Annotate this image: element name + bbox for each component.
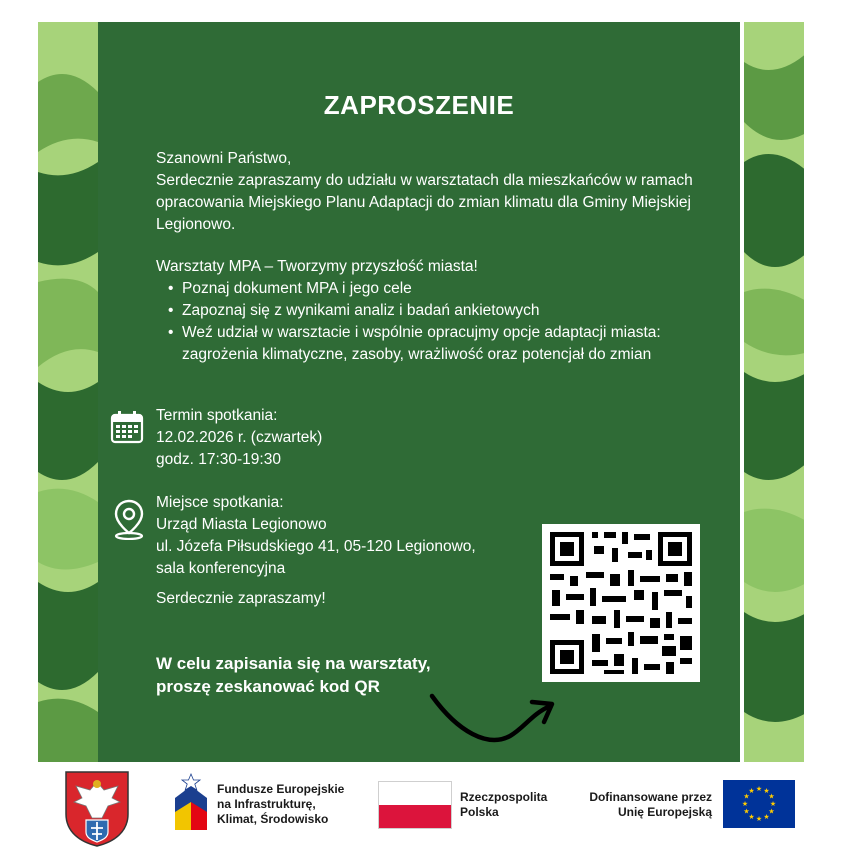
eu-line-2: Unię Europejską [617, 805, 712, 819]
content-panel [98, 22, 740, 762]
rp-line-2: Polska [460, 805, 499, 819]
fe-line-3: Klimat, Środowisko [217, 812, 329, 826]
meeting-time-section [156, 405, 322, 471]
intro-section [156, 148, 726, 236]
intro-body: Serdecznie zapraszamy do udziału w warsztatach dla mieszkańców w ramach opracowania Miejskiego Planu Adaptacji do zmian klimatu dla Gminy Miejskiej Legionowo. [156, 172, 693, 233]
left-landscape-decoration [38, 22, 98, 762]
location-pin-icon [112, 498, 146, 545]
meeting-place-section [156, 492, 476, 580]
svg-text:★: ★ [748, 813, 755, 821]
right-landscape-decoration [744, 22, 804, 762]
cta-line-2: proszę zeskanować kod QR [156, 677, 380, 696]
closing-text: Serdecznie zapraszamy! [156, 590, 326, 607]
list-item: • Poznaj dokument MPA i jego cele [182, 278, 726, 300]
eu-funding-text [580, 790, 712, 820]
cta-line-1: W celu zapisania się na warsztaty, [156, 654, 431, 673]
fundusze-europejskie-logo [173, 772, 209, 837]
svg-text:★: ★ [743, 807, 750, 816]
qr-call-to-action [156, 652, 431, 698]
meeting-venue: Urząd Miasta Legionowo [156, 516, 327, 533]
svg-text:★: ★ [768, 807, 775, 816]
workshops-heading: Warsztaty MPA – Tworzymy przyszłość miasta! [156, 258, 478, 275]
invitation-poster [38, 22, 804, 762]
workshops-list [156, 278, 726, 366]
svg-text:★: ★ [763, 787, 770, 795]
calendar-icon [110, 410, 144, 449]
rzeczpospolita-polska-text [460, 790, 547, 820]
svg-text:★: ★ [768, 792, 775, 801]
rp-line-1: Rzeczpospolita [460, 790, 548, 804]
fe-line-2: na Infrastrukturę, [217, 797, 316, 811]
meeting-room: sala konferencyjna [156, 560, 286, 577]
svg-text:★: ★ [763, 813, 770, 821]
arrow-to-qr-icon [428, 682, 558, 757]
svg-text:★: ★ [755, 785, 763, 793]
salutation: Szanowni Państwo, [156, 150, 292, 167]
eu-flag-logo [723, 780, 795, 833]
meeting-time-label: Termin spotkania: [156, 407, 278, 424]
funding-footer [0, 762, 850, 850]
workshops-section [156, 256, 726, 366]
list-item: • Zapoznaj się z wynikami analiz i badań ankietowych [182, 300, 726, 322]
meeting-date: 12.02.2026 r. (czwartek) [156, 429, 323, 446]
svg-text:★: ★ [748, 787, 755, 795]
poland-flag-logo [378, 781, 452, 829]
meeting-place-label: Miejsce spotkania: [156, 494, 284, 511]
eu-line-1: Dofinansowane przez [589, 790, 712, 804]
svg-text:★: ★ [755, 815, 763, 823]
fe-line-1: Fundusze Europejskie [217, 782, 345, 796]
legionowo-coat-of-arms-logo [62, 768, 132, 853]
fundusze-europejskie-text [217, 782, 344, 827]
invitation-title: ZAPROSZENIE [323, 90, 515, 120]
svg-text:★: ★ [743, 792, 750, 801]
list-item: • Weź udział w warsztacie i wspólnie opracujmy opcje adaptacji miasta: zagrożenia klimatyczne, zasoby, wrażliwość oraz potencjał do zmian [182, 322, 726, 366]
qr-code[interactable] [542, 524, 700, 682]
meeting-address: ul. Józefa Piłsudskiego 41, 05-120 Legionowo, [156, 538, 476, 555]
meeting-hours: godz. 17:30-19:30 [156, 451, 281, 468]
svg-text:★: ★ [741, 800, 749, 808]
svg-text:★: ★ [769, 800, 777, 808]
